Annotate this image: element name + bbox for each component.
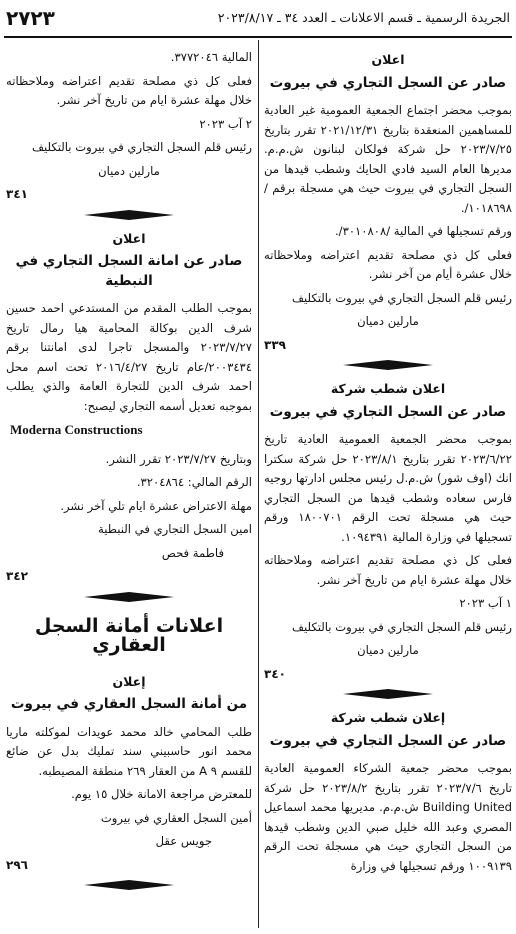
announcement-subheading: من أمانة السجل العقاري في بيروت xyxy=(10,696,248,712)
reference-number: ٢٩٦ xyxy=(6,857,28,872)
announcement-subheading: صادر عن امانة السجل التجاري في النبطية xyxy=(15,253,243,289)
signer-name: مارلين دميان xyxy=(357,643,419,657)
announcement-line: للمعترض مراجعة الامانة خلال ١٥ يوم. xyxy=(71,787,252,801)
page-header xyxy=(4,4,512,34)
separator-ornament xyxy=(264,688,512,700)
header-rule xyxy=(4,36,512,38)
continuation-line: المالية ٣٧٧٢٠٤٦. xyxy=(170,50,252,64)
announcement-line: ورقم تسجيلها في المالية /٣٠١٠٨٠٨/. xyxy=(335,224,512,238)
column-divider xyxy=(258,40,259,928)
reference-number: ٣٣٩ xyxy=(264,337,286,352)
reference-number: ٣٤١ xyxy=(6,187,28,201)
announcement-subheading: صادر عن السجل التجاري في بيروت xyxy=(269,403,507,420)
announcement-heading: إعلان شطب شركة xyxy=(330,710,446,725)
new-trade-name: Moderna Constructions xyxy=(10,422,143,437)
gazette-title: الجريدة الرسمية ـ قسم الاعلانات ـ العدد ٣٤ ـ ٢٠٢٣/٨/١٧ xyxy=(217,10,510,25)
announcement-body: بموجب محضر الجمعية العمومية العادية تاريخ ٢٠٢٣/٦/٢٢ تقرر بتاريخ ٢٠٢٣/٨/١ حل شركة سكترا انك (اوف شور) ش.م.ل رئيس مجلس ادارتها روجيه فارس سعاده وشطب قيدها من السجل التجاري حيث هي مسجلة تحت الرقم ١٨٠٠٧٠١ ورقم تسجيلها في وزارة المالية ١٠٩٤٣٩١. xyxy=(264,432,512,544)
section-title: اعلانات أمانة السجل العقاري xyxy=(34,614,224,656)
announcement-line: فعلى كل ذي مصلحة تقديم اعتراضه وملاحظاته خلال مهلة عشرة ايام من تاريخ آخر نشر. xyxy=(6,73,252,107)
announcement-building-united xyxy=(264,708,512,876)
announcement-date: ١ آب ٢٠٢٣ xyxy=(459,596,512,610)
signer-name: فاطمة فحص xyxy=(161,545,224,560)
reference-number: ٣٤٢ xyxy=(6,569,28,583)
signer-title: رئيس قلم السجل التجاري في بيروت بالتكليف xyxy=(32,140,252,154)
announcement-line: الرقم المالي: ٣٢٠٤٨٦٤. xyxy=(136,475,252,489)
separator-ornament xyxy=(6,879,252,891)
signer-name: مارلين دميان xyxy=(98,163,160,178)
announcement-342 xyxy=(6,229,252,603)
announcement-line: وبتاريخ ٢٠٢٣/٧/٢٧ تقرر النشر. xyxy=(105,451,252,466)
announcement-body: بموجب الطلب المقدم من المستدعي احمد حسين شرف الدين بوكالة المحامية هيا رمال تاريخ ٢٠٢٣/٧/٢٧ والمسجل تاجرا لدى امانتنا برقم ٢٠٠٣٤٣٤/عام تاريخ ٢٠١٦/٤/٢٧ تحت اسم محل احمد شرف الدين للتجارة العامة والذي يطلب بموجبه تعديل أسمه التجاري ليصبح: xyxy=(6,301,252,413)
announcement-339 xyxy=(264,50,512,371)
signer-name: جويس عقل xyxy=(155,834,212,848)
left-column xyxy=(6,44,252,899)
announcement-body: بموجب محضر اجتماع الجمعية العمومية غير العادية للمساهمين المنعقدة بتاريخ ٢٠٢١/١٢/٣١ تقرر بتاريخ ٢٠٢٣/٧/٢٥ حل شركة فولكان لبنانون ش.م.م. مديرها العام السيد فادي الحايك وشطب قيدها من السجل التجاري في بيروت حيث هي مسجلة برقم /١٠١٨٦٩٨/. xyxy=(264,103,512,215)
announcement-body: طلب المحامي خالد محمد عويدات لموكلته ماريا محمد انور حاسبيني سند تمليك بدل عن ضائع للقسم ٩ A من العقار ٢٦٩ منطقة المصيطبه. xyxy=(6,724,252,778)
announcement-line: فعلى كل ذي مصلحة تقديم اعتراضه وملاحظاته خلال عشرة أيام من آخر نشر. xyxy=(264,247,512,281)
separator-ornament xyxy=(264,359,512,371)
signer-title: امين السجل التجاري في النبطية xyxy=(98,522,252,536)
announcement-subheading: صادر عن السجل التجاري في بيروت xyxy=(269,74,507,91)
separator-ornament xyxy=(6,209,252,221)
announcement-line: مهلة الاعتراض عشرة ايام تلي آخر نشر. xyxy=(60,498,252,513)
announcement-subheading: صادر عن السجل التجاري في بيروت xyxy=(269,732,507,749)
announcement-heading: إعلان xyxy=(112,673,146,689)
separator-ornament xyxy=(6,591,252,603)
signer-title: أمين السجل العقاري في بيروت xyxy=(100,810,252,825)
announcement-340 xyxy=(264,379,512,700)
announcement-line: فعلى كل ذي مصلحة تقديم اعتراضه وملاحظاته خلال مهلة عشرة ايام من تاريخ آخر نشر. xyxy=(264,553,512,587)
announcement-body: بموجب محضر جمعية الشركاء العمومية العادية تاريخ ٢٠٢٣/٧/٦ تقرر بتاريخ ٢٠٢٣/٨/٢ حل شركة Building United ش.م.م. مديريها محمد اسماعيل المصري وعبد الله خليل صبي الدين وشطب قيدها من السجل التجاري حيث هي مسجلة تحت الرقم ١٠٠٩١٣٩ ورقم تسجيلها في وزارة xyxy=(264,761,512,873)
page-number: ٢٧٢٣ xyxy=(6,6,55,30)
right-column xyxy=(264,44,512,876)
announcement-heading: اعلان xyxy=(371,52,405,67)
signer-title: رئيس قلم السجل التجاري في بيروت بالتكليف xyxy=(292,290,512,305)
announcement-date: ٢ آب ٢٠٢٣ xyxy=(199,116,252,131)
signer-name: مارلين دميان xyxy=(357,314,419,328)
announcement-heading: اعلان شطب شركة xyxy=(330,381,446,396)
announcement-341 xyxy=(6,48,252,221)
reference-number: ٣٤٠ xyxy=(264,666,286,681)
announcement-296 xyxy=(6,672,252,892)
signer-title: رئيس قلم السجل التجاري في بيروت بالتكليف xyxy=(292,619,512,634)
announcement-heading: اعلان xyxy=(112,230,146,246)
